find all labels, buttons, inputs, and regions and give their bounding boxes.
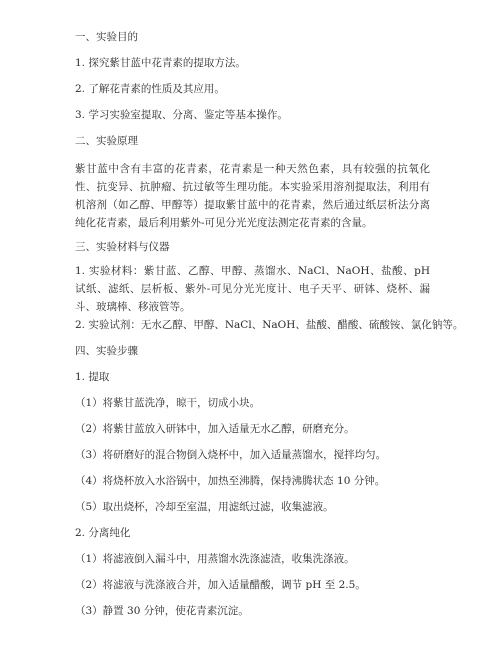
step-item: （1）将紫甘蓝洗净，晾干，切成小块。 — [75, 397, 261, 409]
step-item: （3）静置 30 分钟，使花青素沉淀。 — [75, 605, 249, 617]
section-heading-materials: 三、实验材料与仪器 — [75, 241, 170, 253]
principle-paragraph: 紫甘蓝中含有丰富的花青素，花青素是一种天然色素，具有较强的抗氧化性、抗变异、抗肿瘤、抗过敏等生理功能。本实验采用溶剂提取法，利用有机溶剂（如乙醇、甲醇等）提取紫甘蓝中的花青素，然后通过纸层析法分离纯化花青素，最后利用紫外-可见分光光度法测定花青素的含量。 — [75, 163, 430, 229]
step-heading-extraction: 1. 提取 — [75, 371, 110, 383]
materials-paragraph: 1. 实验材料：紫甘蓝、乙醇、甲醇、蒸馏水、NaCl、NaOH、盐酸、pH 试纸、滤纸、层析板、紫外-可见分光光度计、电子天平、研钵、烧杯、漏斗、玻璃棒、移液管等。 — [75, 265, 430, 313]
step-item: （1）将滤液倒入漏斗中，用蒸馏水洗涤滤渣，收集洗涤液。 — [75, 553, 355, 565]
step-item: （4）将烧杯放入水浴锅中，加热至沸腾，保持沸腾状态 10 分钟。 — [75, 475, 386, 487]
step-item: （3）将研磨好的混合物倒入烧杯中，加入适量蒸馏水，搅拌均匀。 — [75, 449, 387, 461]
reagents-paragraph: 2. 实验试剂：无水乙醇、甲醇、NaCl、NaOH、盐酸、醋酸、硫酸铵、氯化钠等。 — [75, 319, 464, 331]
objective-item: 3. 学习实验室提取、分离、鉴定等基本操作。 — [75, 109, 288, 121]
step-item: （5）取出烧杯，冷却至室温，用滤纸过滤，收集滤液。 — [75, 501, 334, 513]
section-heading-procedure: 四、实验步骤 — [75, 345, 138, 357]
objective-item: 1. 探究紫甘蓝中花青素的提取方法。 — [75, 57, 246, 69]
step-heading-purification: 2. 分离纯化 — [75, 527, 131, 539]
section-heading-principle: 二、实验原理 — [75, 135, 138, 147]
section-heading-objectives: 一、实验目的 — [75, 31, 138, 43]
step-item: （2）将紫甘蓝放入研钵中，加入适量无水乙醇，研磨充分。 — [75, 423, 355, 435]
objective-item: 2. 了解花青素的性质及其应用。 — [75, 83, 225, 95]
step-item: （2）将滤液与洗涤液合并，加入适量醋酸，调节 pH 至 2.5。 — [75, 579, 366, 591]
